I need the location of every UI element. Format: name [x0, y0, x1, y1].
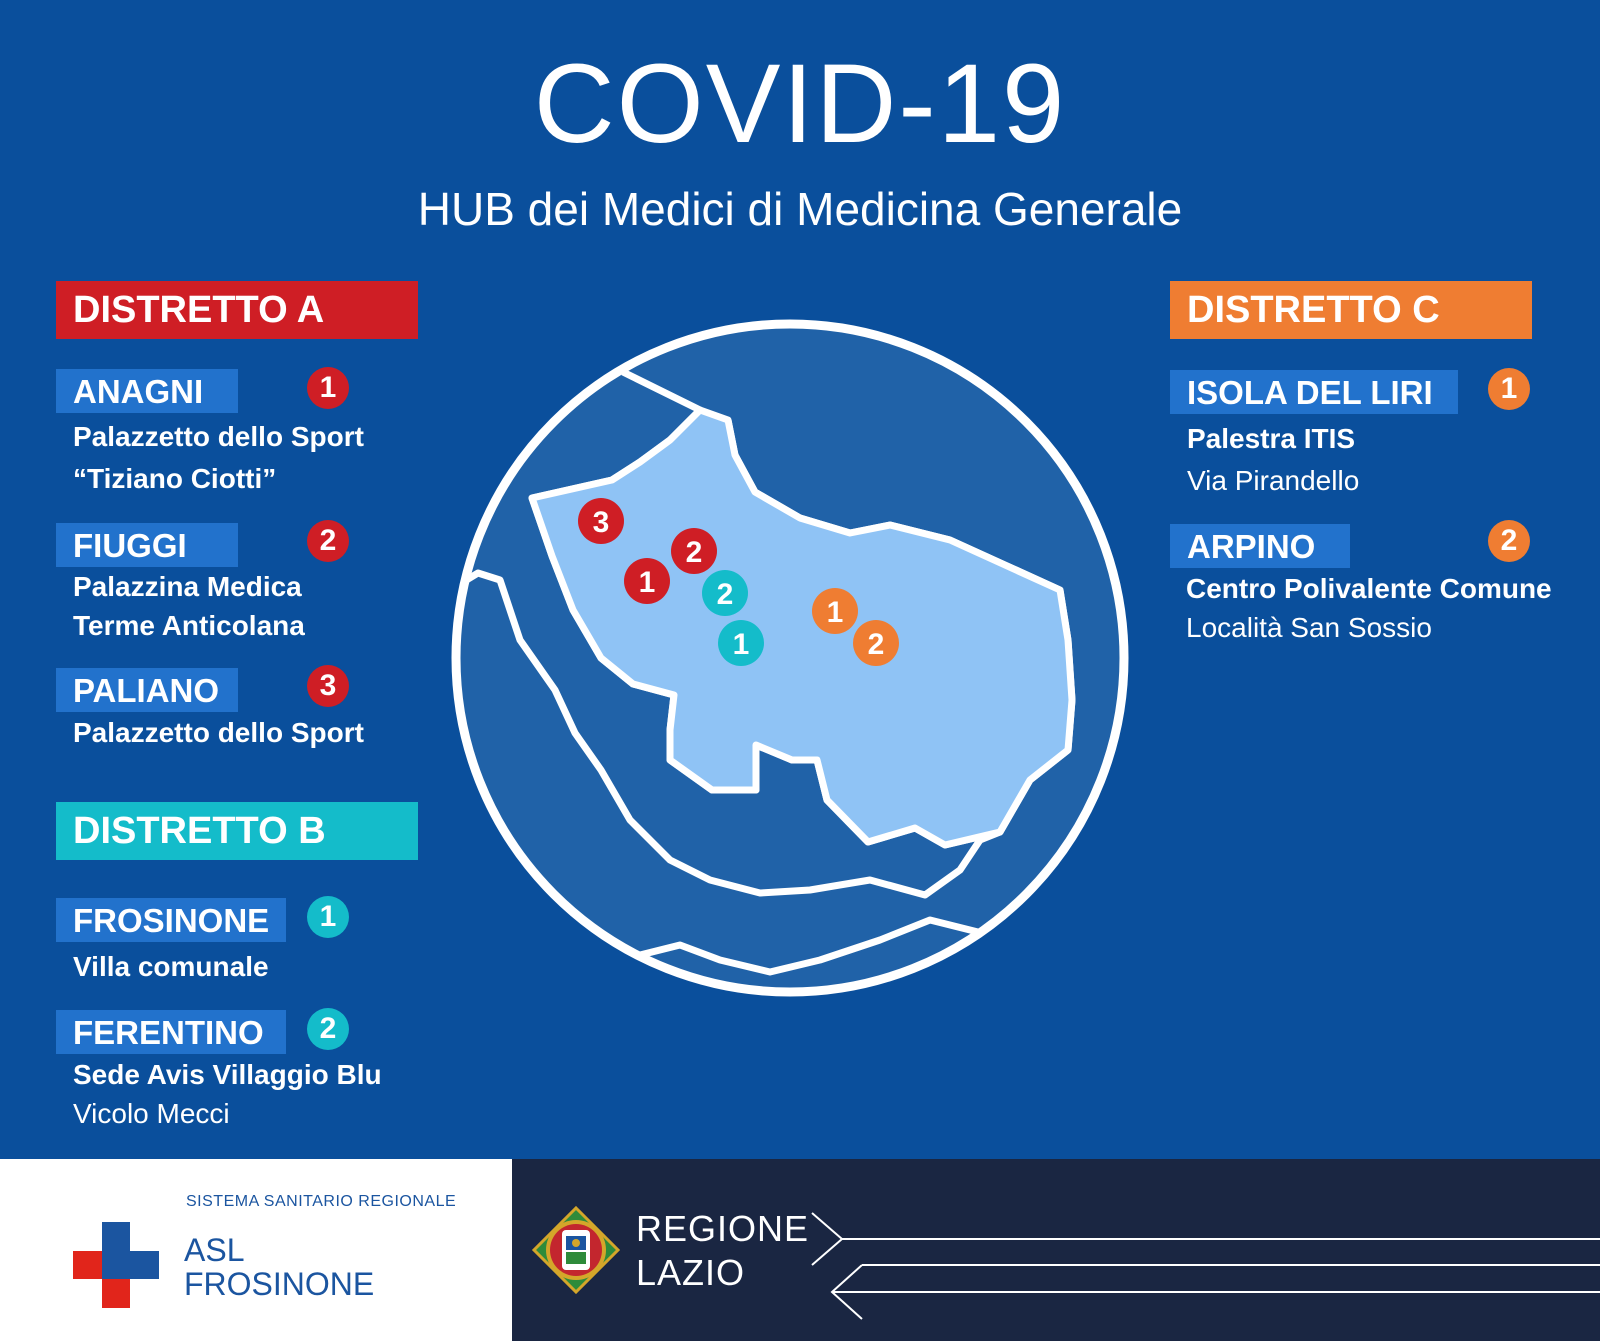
hub-venue-line: Palazzetto dello Sport — [73, 421, 364, 452]
regione-line-2: LAZIO — [636, 1252, 746, 1293]
district-a-header: DISTRETTO A — [56, 281, 418, 339]
map-marker-number: 1 — [732, 628, 750, 661]
hub-number-badge: 1 — [307, 896, 349, 938]
map-marker-b1 — [718, 620, 764, 666]
regione-line-1: REGIONE — [636, 1208, 810, 1249]
city-label-fiuggi: FIUGGI — [56, 523, 238, 567]
hub-venue-line: Villa comunale — [73, 951, 269, 982]
city-label-anagni: ANAGNI — [56, 369, 238, 413]
hub-number-badge: 2 — [1488, 520, 1530, 562]
hub-number-badge: 1 — [307, 367, 349, 409]
map-marker-number: 2 — [716, 578, 734, 611]
regione-name — [636, 1207, 809, 1295]
page-subtitle: HUB dei Medici di Medicina Generale — [417, 183, 1183, 235]
hub-venue-line: Centro Polivalente Comune — [1186, 573, 1552, 604]
hub-number-badge: 3 — [307, 665, 349, 707]
city-label-arpino: ARPINO — [1170, 524, 1350, 568]
hub-venue-line: Palazzetto dello Sport — [73, 717, 364, 748]
asl-name — [184, 1233, 374, 1301]
hub-venue-line: “Tiziano Ciotti” — [73, 463, 277, 494]
hub-address-line: Località San Sossio — [1186, 612, 1432, 643]
map-marker-number: 2 — [867, 628, 885, 661]
map-marker-number: 1 — [826, 596, 844, 629]
map-marker-c1 — [812, 588, 858, 634]
city-label-ferentino: FERENTINO — [56, 1010, 286, 1054]
map-marker-number: 3 — [592, 506, 610, 539]
district-c-header: DISTRETTO C — [1170, 281, 1532, 339]
city-label-isola-del-liri: ISOLA DEL LIRI — [1170, 370, 1458, 414]
hub-number-badge: 2 — [307, 1008, 349, 1050]
map-marker-a3 — [578, 498, 624, 544]
city-label-frosinone: FROSINONE — [56, 898, 286, 942]
asl-line-2: FROSINONE — [184, 1266, 375, 1302]
asl-cross-logo — [73, 1222, 159, 1308]
hub-number-badge: 2 — [307, 520, 349, 562]
map-marker-b2 — [702, 570, 748, 616]
map-marker-number: 1 — [638, 566, 656, 599]
map-marker-a2 — [671, 528, 717, 574]
system-label: SISTEMA SANITARIO REGIONALE — [186, 1193, 457, 1210]
hub-number-badge: 1 — [1488, 368, 1530, 410]
page-title: COVID-19 — [533, 41, 1067, 166]
hub-address-line: Via Pirandello — [1187, 465, 1360, 496]
hub-venue-line: Palazzina Medica — [73, 571, 302, 602]
city-label-paliano: PALIANO — [56, 668, 238, 712]
hub-address-line: Vicolo Mecci — [73, 1098, 230, 1129]
map-marker-number: 2 — [685, 536, 703, 569]
map-marker-a1 — [624, 558, 670, 604]
asl-line-1: ASL — [184, 1232, 245, 1268]
hub-venue-line: Sede Avis Villaggio Blu — [73, 1059, 382, 1090]
map-marker-c2 — [853, 620, 899, 666]
district-b-header: DISTRETTO B — [56, 802, 418, 860]
hub-venue-line: Terme Anticolana — [73, 610, 305, 641]
hub-venue-line: Palestra ITIS — [1187, 423, 1356, 454]
